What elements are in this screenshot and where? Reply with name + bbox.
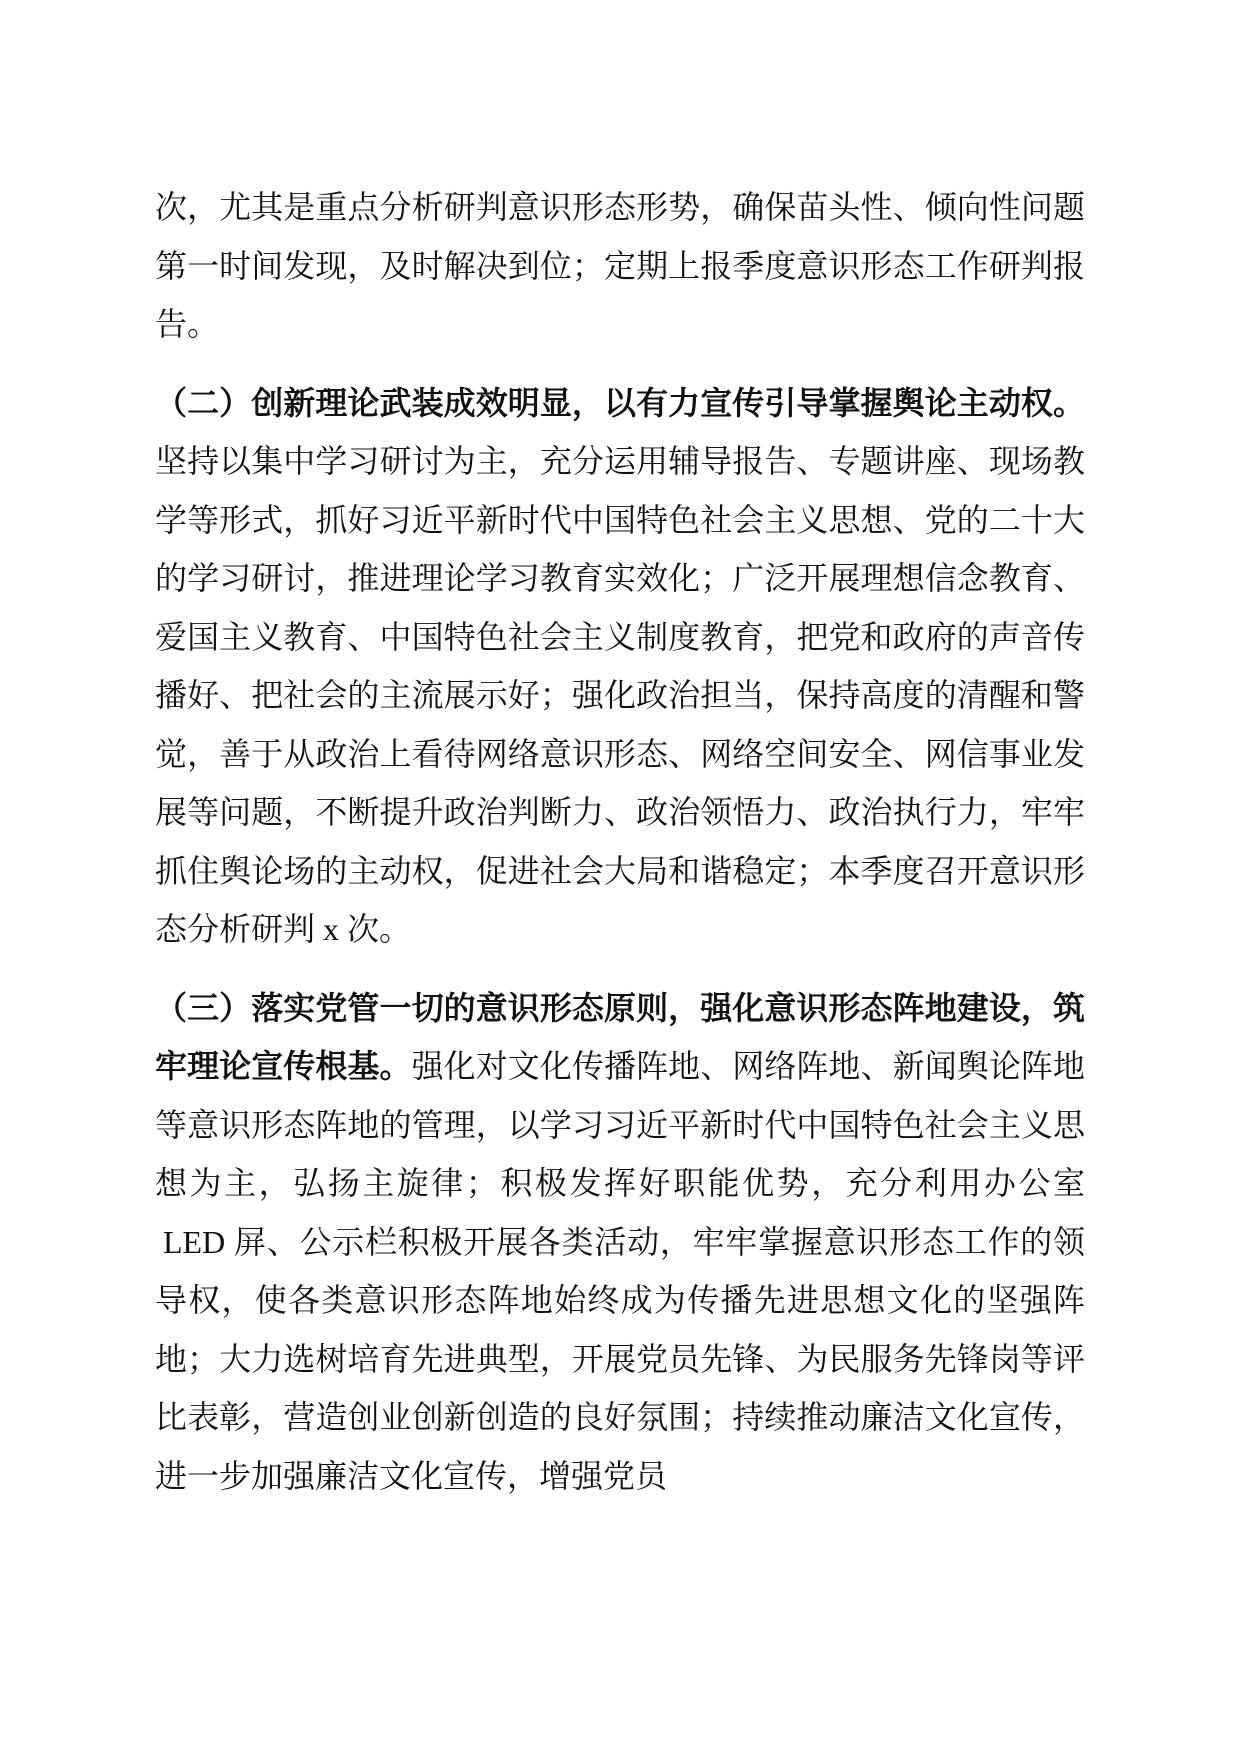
paragraph-text: 次，尤其是重点分析研判意识形态形势，确保苗头性、倾向性问题第一时间发现，及时解决到位；定期上报季度意识形态工作研判报告。 — [155, 188, 1085, 343]
paragraph-text: 坚持以集中学习研讨为主，充分运用辅导报告、专题讲座、现场教学等形式，抓好习近平新时代中国特色社会主义思想、党的二十大的学习研讨，推进理论学习教育实效化；广泛开展理想信念教育、爱国主义教育、中国特色社会主义制度教育，把党和政府的声音传播好、把社会的主流展示好；强化政治担当，保持高度的清醒和警觉，善于从政治上看待网络意识形态、网络空间安全、网信事业发展等问题，不断提升政治判断力、政治领悟力、政治执行力，牢牢抓住舆论场的主动权，促进社会大局和谐稳定；本季度召开意识形态分析研判 — [155, 442, 1085, 948]
paragraph-text-end: 次。 — [347, 910, 412, 948]
paragraph-text-end: 屏、公示栏积极开展各类活动，牢牢掌握意识形态工作的领导权，使各类意识形态阵地始终成为传播先进思想文化的坚强阵地；大力选树培育先进典型，开展党员先锋、为民服务先锋岗等评比表彰，营造创业创新创造的良好氛围；持续推动廉洁文化宣传，进一步加强廉洁文化宣传，增强党员 — [155, 1222, 1085, 1495]
paragraph-led-term: LED — [163, 1223, 226, 1260]
paragraph-continuation — [155, 178, 1085, 354]
paragraph-section-3 — [155, 979, 1085, 1506]
paragraph-count-placeholder: x — [323, 911, 340, 947]
paragraph-text: 强化对文化传播阵地、网络阵地、新闻舆论阵地等意识形态阵地的管理，以学习习近平新时代中国特色社会主义思想为主，弘扬主旋律；积极发挥好职能优势，充分利用办公室 — [155, 1047, 1085, 1202]
section-heading: （三）落实党管一切的意识形态原则，强化意识形态阵地建设，筑牢理论宣传根基。 — [155, 988, 1085, 1085]
document-body — [155, 178, 1085, 1505]
section-heading: （二）创新理论武装成效明显，以有力宣传引导掌握舆论主动权。 — [155, 383, 1085, 422]
paragraph-section-2 — [155, 374, 1085, 959]
